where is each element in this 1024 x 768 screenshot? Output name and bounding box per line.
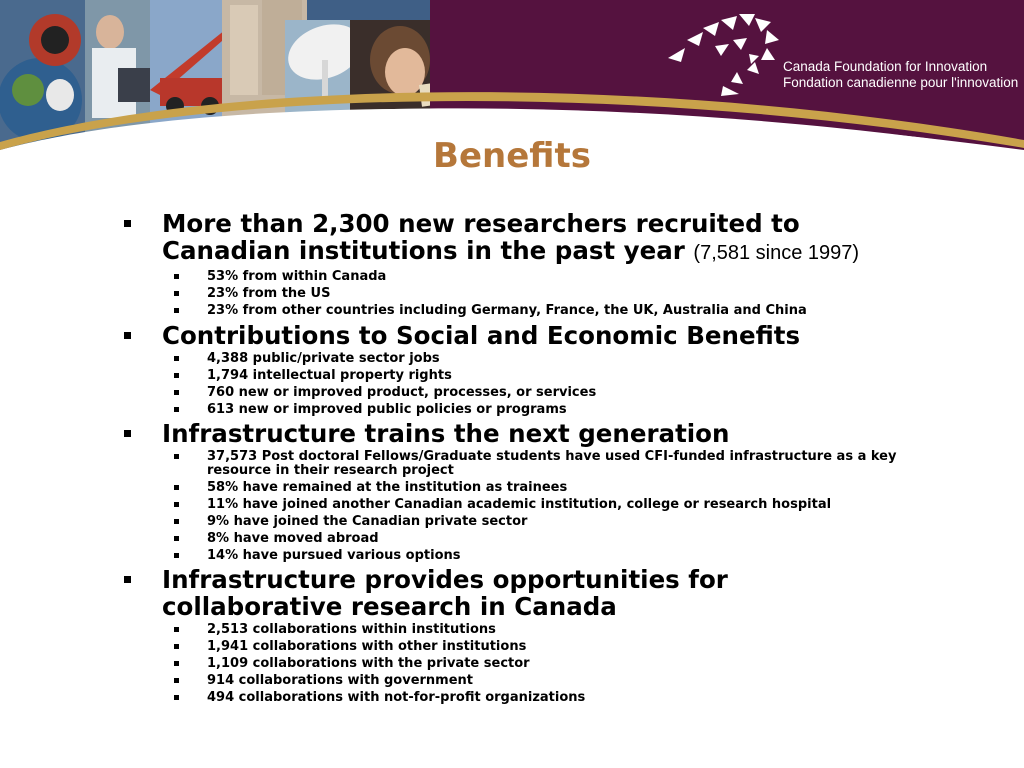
sub-bullet-text: 613 new or improved public policies or programs <box>207 401 567 417</box>
sub-bullet-text: 23% from the US <box>207 286 331 301</box>
square-bullet-icon <box>174 502 179 507</box>
sub-bullet-item <box>120 287 910 301</box>
main-bullet-text: Infrastructure trains the next generation <box>162 419 730 448</box>
square-bullet-icon <box>174 536 179 541</box>
bullet-group <box>120 210 910 318</box>
sub-bullet-text: 14% have pursued various options <box>207 547 461 563</box>
sub-bullet-item <box>120 386 910 400</box>
sub-bullet-item <box>120 403 910 417</box>
square-bullet-icon <box>174 644 179 649</box>
main-bullet-text: Contributions to Social and Economic Benefits <box>162 320 801 350</box>
main-bullet-item <box>120 566 910 620</box>
square-bullet-icon <box>174 454 179 459</box>
sub-bullet-item <box>120 369 910 383</box>
square-bullet-icon <box>174 373 179 378</box>
main-bullet-item <box>120 420 910 447</box>
sub-bullet-list <box>120 450 910 562</box>
slide-title: Benefits <box>433 136 591 176</box>
square-bullet-icon <box>174 356 179 361</box>
sub-bullet-item <box>120 498 910 512</box>
sub-bullet-item <box>120 691 910 705</box>
sub-bullet-text: 37,573 Post doctoral Fellows/Graduate students have used CFI-funded infrastructure as a key resource in their research project <box>207 449 897 478</box>
sub-bullet-item <box>120 450 910 477</box>
sub-bullet-item <box>120 532 910 546</box>
sub-bullet-text: 914 collaborations with government <box>207 673 474 688</box>
square-bullet-icon <box>174 407 179 412</box>
main-bullet-text: More than 2,300 new researchers recruited to Canadian institutions in the past year <box>162 209 800 265</box>
sub-bullet-text: 1,109 collaborations with the private sector <box>207 656 530 671</box>
org-name-english: Canada Foundation for Innovation <box>783 59 988 74</box>
sub-bullet-item <box>120 270 910 284</box>
square-bullet-icon <box>124 576 131 583</box>
sub-bullet-text: 23% from other countries including Germany, France, the UK, Australia and China <box>207 303 807 318</box>
cfi-logo <box>663 10 1019 100</box>
sub-bullet-item <box>120 623 910 637</box>
sub-bullet-list <box>120 352 910 417</box>
header-banner <box>0 0 1024 150</box>
square-bullet-icon <box>124 332 131 339</box>
sub-bullet-text: 58% have remained at the institution as trainees <box>207 479 568 495</box>
square-bullet-icon <box>124 430 131 437</box>
sub-bullet-text: 53% from within Canada <box>207 269 387 284</box>
sub-bullet-text: 1,794 intellectual property rights <box>207 367 452 383</box>
bullet-group <box>120 322 910 417</box>
sub-bullet-item <box>120 515 910 529</box>
sub-bullet-text: 11% have joined another Canadian academic institution, college or research hospital <box>207 496 832 512</box>
square-bullet-icon <box>174 291 179 296</box>
sub-bullet-text: 9% have joined the Canadian private sector <box>207 513 528 529</box>
sub-bullet-item <box>120 549 910 563</box>
bullet-group <box>120 566 910 705</box>
sub-bullet-item <box>120 674 910 688</box>
main-bullet-text: Infrastructure provides opportunities for collaborative research in Canada <box>162 565 728 621</box>
sub-bullet-text: 760 new or improved product, processes, or services <box>207 384 597 400</box>
square-bullet-icon <box>174 553 179 558</box>
org-name-french: Fondation canadienne pour l'innovation <box>783 75 1019 90</box>
sub-bullet-text: 1,941 collaborations with other institutions <box>207 639 527 654</box>
cfi-swirl-icon <box>663 10 793 100</box>
square-bullet-icon <box>174 519 179 524</box>
sub-bullet-list <box>120 270 910 318</box>
sub-bullet-list <box>120 623 910 705</box>
main-bullet-item <box>120 322 910 349</box>
square-bullet-icon <box>174 485 179 490</box>
sub-bullet-item <box>120 640 910 654</box>
sub-bullet-text: 494 collaborations with not-for-profit organizations <box>207 690 586 705</box>
square-bullet-icon <box>174 274 179 279</box>
sub-bullet-item <box>120 304 910 318</box>
square-bullet-icon <box>174 627 179 632</box>
main-bullet-item <box>120 210 910 267</box>
bullet-group <box>120 420 910 562</box>
square-bullet-icon <box>174 308 179 313</box>
sub-bullet-item <box>120 657 910 671</box>
main-bullet-note: (7,581 since 1997) <box>693 242 860 264</box>
square-bullet-icon <box>174 678 179 683</box>
sub-bullet-text: 4,388 public/private sector jobs <box>207 350 440 366</box>
square-bullet-icon <box>174 661 179 666</box>
sub-bullet-item <box>120 352 910 366</box>
square-bullet-icon <box>174 390 179 395</box>
square-bullet-icon <box>174 695 179 700</box>
bullet-list <box>120 208 910 709</box>
sub-bullet-text: 2,513 collaborations within institutions <box>207 622 496 637</box>
square-bullet-icon <box>124 220 131 227</box>
sub-bullet-text: 8% have moved abroad <box>207 530 379 546</box>
sub-bullet-item <box>120 481 910 495</box>
